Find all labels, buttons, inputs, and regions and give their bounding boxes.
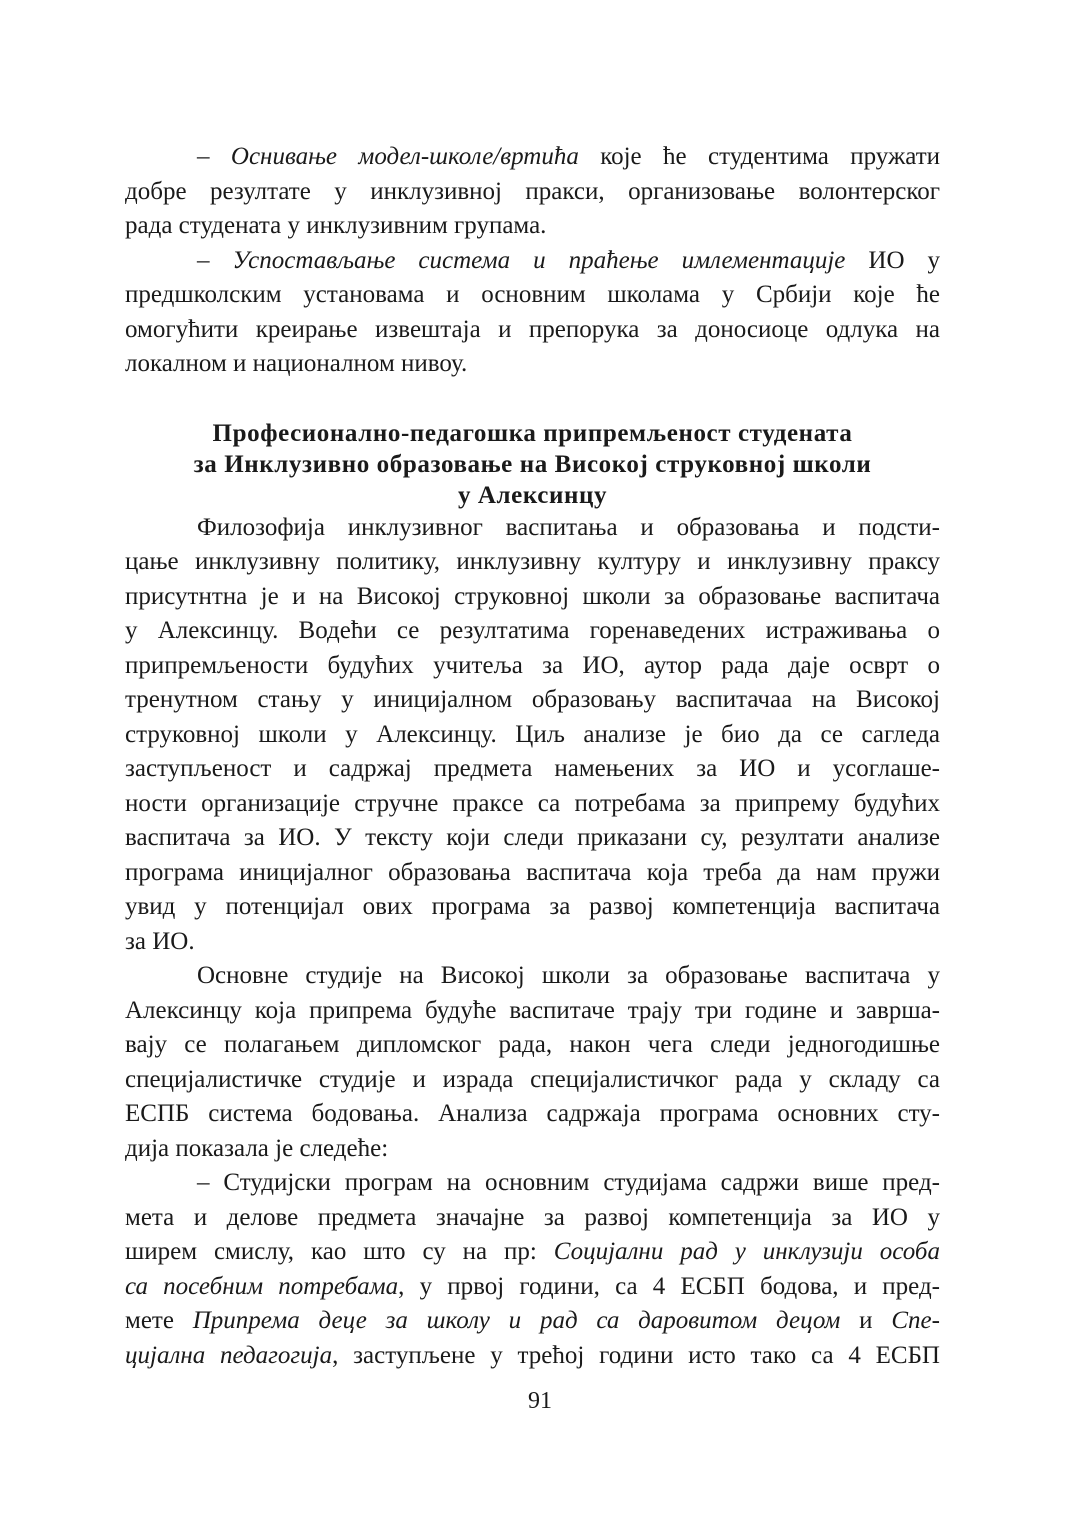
paragraph-monitoring-system: – Успостављање система и праћење имлементације ИО у bbox=[197, 246, 940, 274]
text-line: локалном и националном нивоу. bbox=[125, 350, 468, 377]
text-line: васпитача за ИО. У тексту који следи приказани су, резултати анализе bbox=[125, 824, 940, 851]
text-line: тренутном стању у иницијалном образовању васпитачаа на Високој bbox=[125, 686, 940, 713]
heading-line: у Алексинцу bbox=[457, 481, 608, 509]
text-line: припремљености будућих учитеља за ИО, аутор рада даје осврт о bbox=[125, 651, 940, 679]
text-line: вају се полагањем дипломског рада, након чега следи једногодишње bbox=[125, 1031, 940, 1058]
text-line: ности организације стручне праксе са потребама за припрему будућих bbox=[125, 789, 940, 817]
text-line: заступљеност и садржај предмета намењених за ИО и усоглаше- bbox=[125, 755, 940, 782]
paragraph-study-program bbox=[125, 1166, 940, 1373]
text-line: омогућити креирање извештаја и препорука за доносиоце одлука на bbox=[125, 315, 940, 343]
text-line: струковној школи у Алексинцу. Циљ анализе је био да се сагледа bbox=[125, 720, 940, 748]
text-line: Основне студије на Високој школи за образовање васпитача у bbox=[197, 962, 940, 989]
text-line: Филозофија инклузивног васпитања и образовања и подсти- bbox=[197, 513, 940, 541]
section-heading bbox=[125, 418, 940, 511]
paragraph-philosophy bbox=[125, 511, 940, 960]
heading-line: за Инклузивно образовање на Високој струковној школи bbox=[193, 450, 872, 478]
paragraph-basic-studies bbox=[125, 959, 940, 1166]
text-line: мете Припрема деце за школу и рад са даровитом децом и Спе- bbox=[125, 1307, 940, 1334]
text-line: мета и делове предмета значајне за развој компетенција за ИО у bbox=[125, 1203, 940, 1231]
italic-phrase: – Успостављање система и праћење имлементације bbox=[197, 246, 846, 274]
paragraph-model-schools: – Оснивање модел-школе/вртића које ће студентима пружати bbox=[197, 143, 941, 170]
heading-line: Професионално-педагошка припремљеност студената bbox=[212, 419, 853, 447]
text-line: Алексинцу која припрема будуће васпитаче трају три године и заврша- bbox=[125, 996, 940, 1024]
text-line: присутнтна је и на Високој струковној школи за образовање васпитача bbox=[125, 582, 940, 610]
text-line: за ИО. bbox=[125, 927, 195, 955]
text-line: предшколским установама и основним школама у Србији које ће bbox=[125, 281, 940, 308]
text-line: добре резултате у инклузивној пракси, организовање волонтерског bbox=[125, 177, 940, 205]
italic-phrase: – Оснивање модел-школе/вртића bbox=[197, 143, 579, 170]
text-line: ширем смислу, као што су на пр: Социјални рад у инклузији особа bbox=[125, 1238, 940, 1265]
text-line: – Студијски програм на основним студијама садржи више пред- bbox=[197, 1169, 940, 1196]
italic-course-title: Спе- bbox=[891, 1307, 940, 1334]
italic-course-title: Припрема деце за школу и рад са даровитом децом bbox=[192, 1307, 841, 1334]
italic-course-title: цијална педагогија bbox=[125, 1341, 333, 1369]
text-line: са посебним потребама, у првој години, са 4 ЕСБП бодова, и пред- bbox=[125, 1272, 940, 1300]
text-line: рада студената у инклузивним групама. bbox=[125, 212, 547, 239]
text-line: цијална педагогија, заступљене у трећој години исто тако са 4 ЕСБП bbox=[125, 1341, 940, 1369]
text-line: у Алексинцу. Водећи се резултатима горенаведених истраживања о bbox=[125, 617, 940, 644]
text-line: програма иницијалног образовања васпитача која треба да нам пружи bbox=[125, 858, 940, 886]
italic-course-title: Социјални рад у инклузији особа bbox=[553, 1238, 940, 1265]
text-line: специјалистичке студије и израда специјалистичког рада у складу са bbox=[125, 1065, 940, 1093]
page-number: 91 bbox=[528, 1388, 552, 1414]
text-line: ЕСПБ система бодовања. Анализа садржаја програма основних сту- bbox=[125, 1100, 940, 1127]
text-line: увид у потенцијал ових програма за развој компетенција васпитача bbox=[125, 893, 940, 920]
text-line: цање инклузивну политику, инклузивну културу и инклузивну праксу bbox=[125, 548, 940, 575]
text-line: дија показала је следеће: bbox=[125, 1134, 389, 1162]
italic-course-title: са посебним потребама bbox=[125, 1272, 399, 1300]
document-page bbox=[125, 140, 940, 1373]
